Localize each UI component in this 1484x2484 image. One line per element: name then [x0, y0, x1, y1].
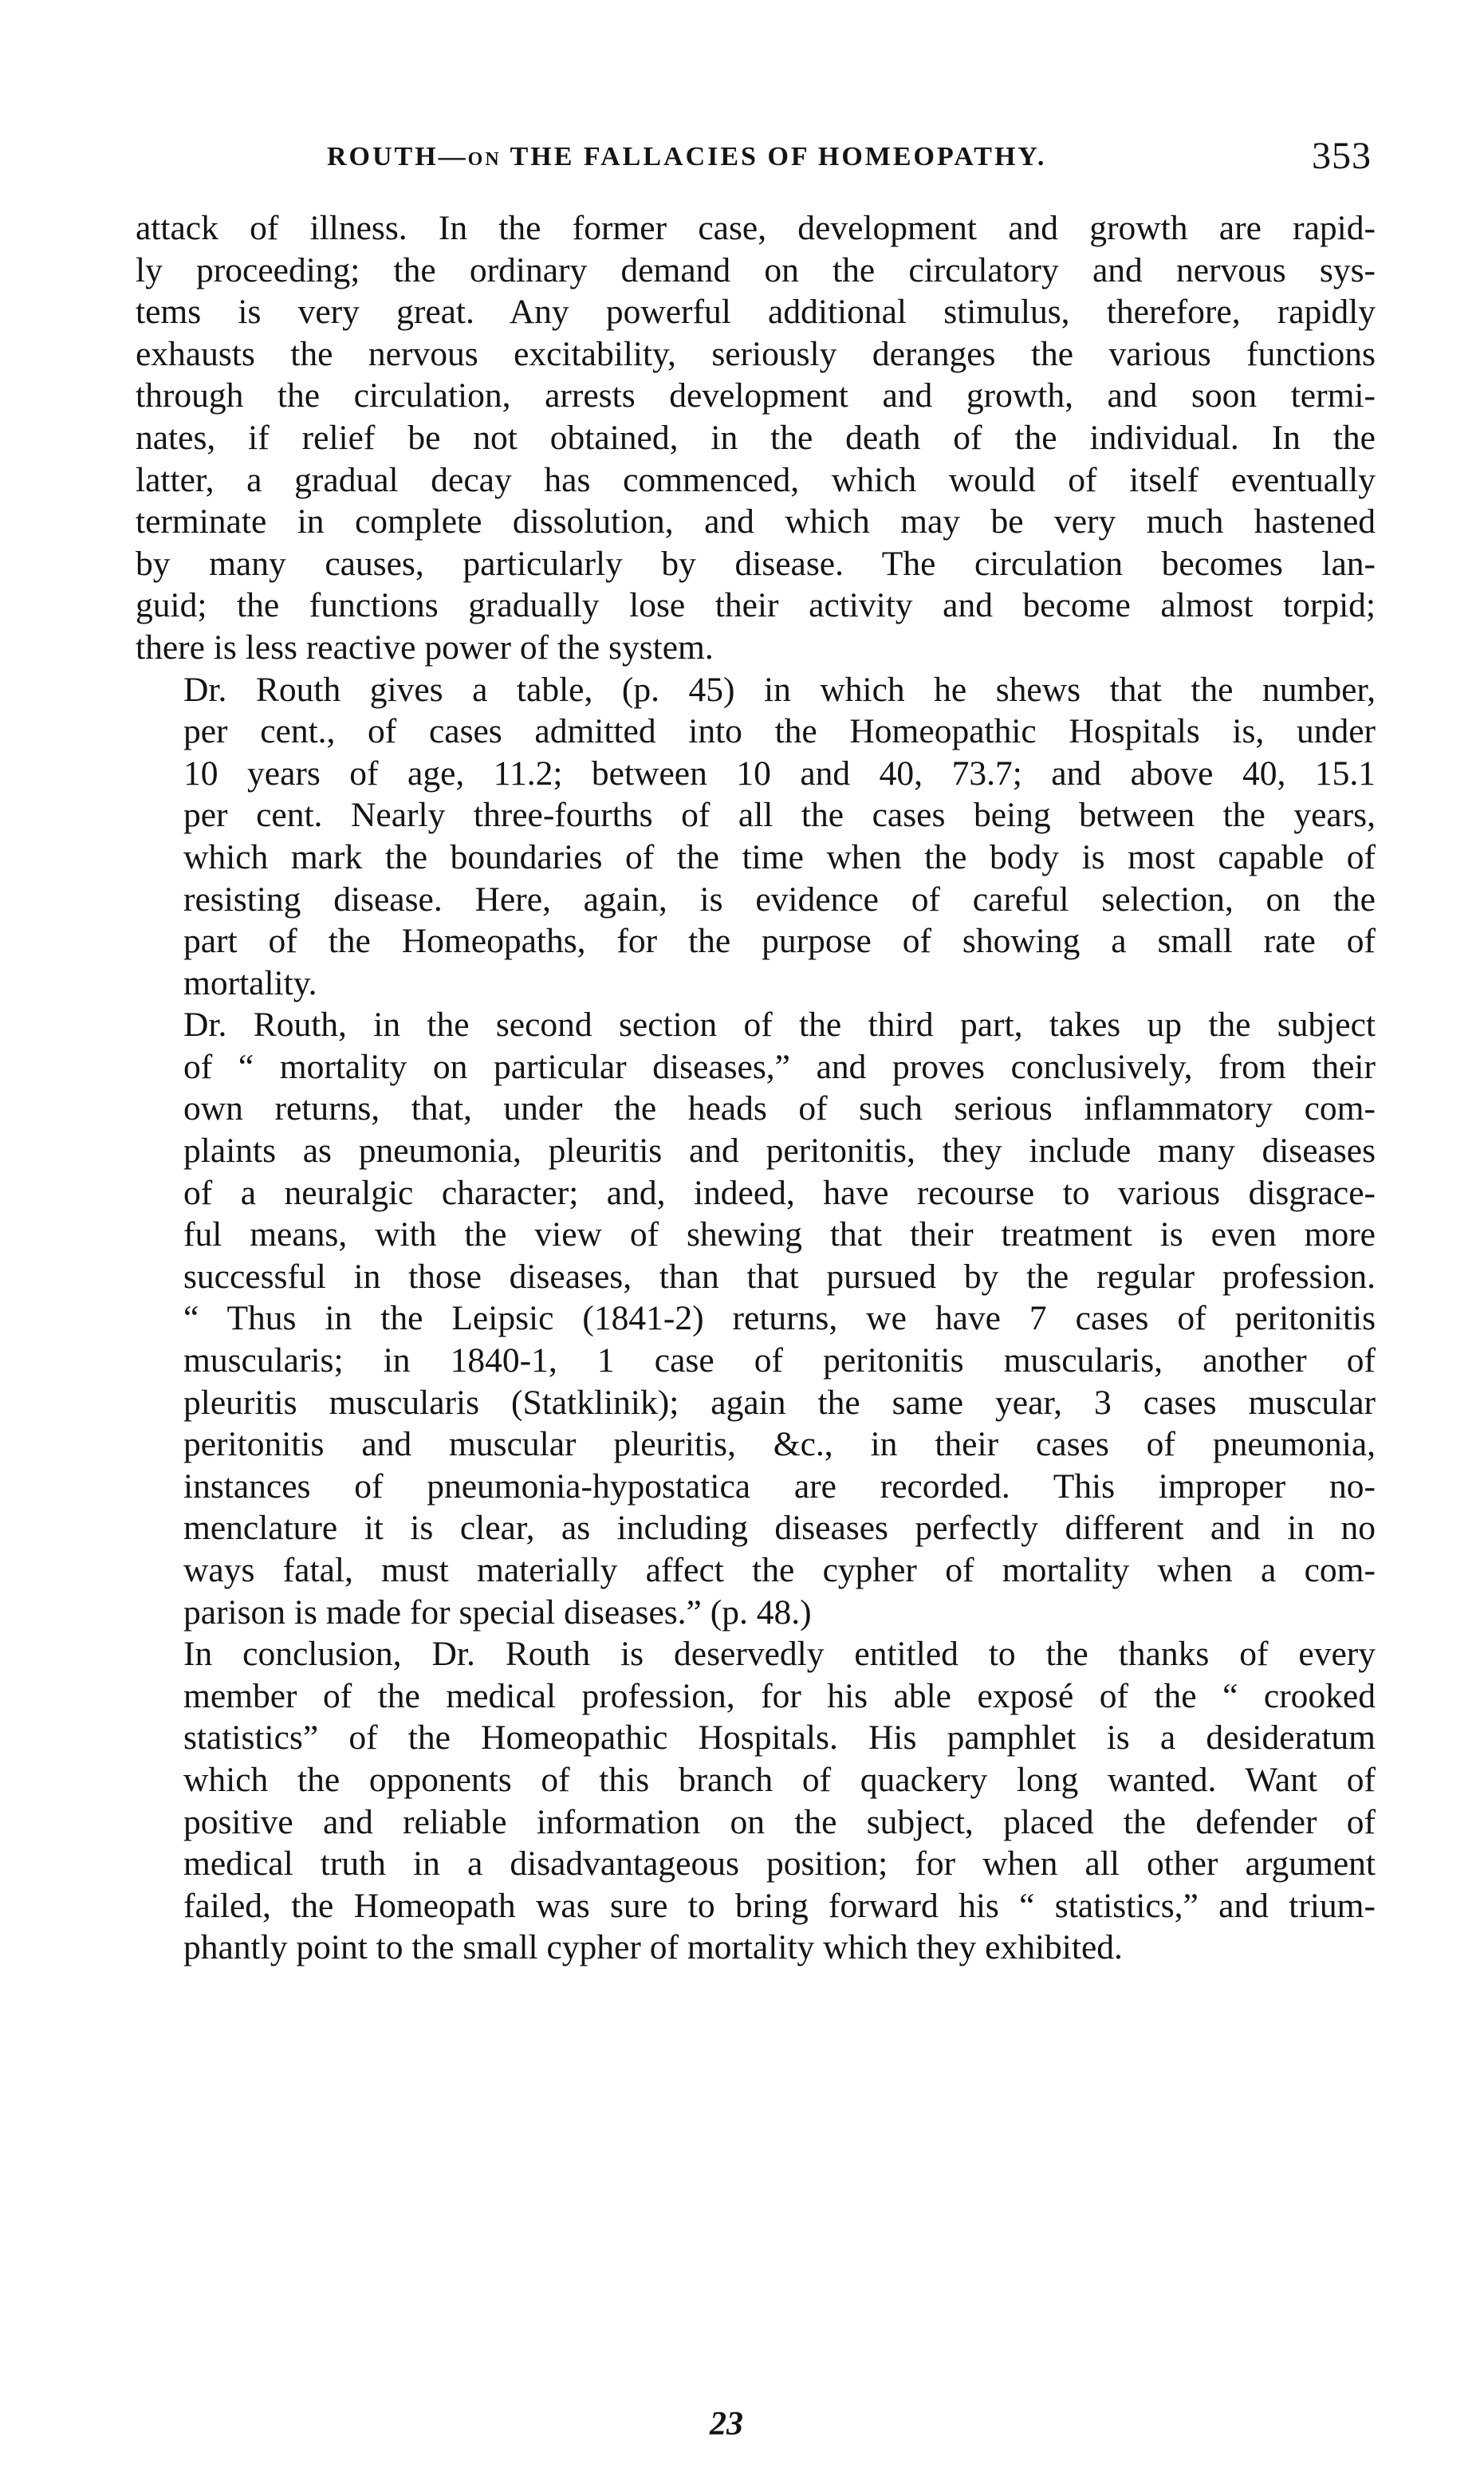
text-line: parison is made for special diseases.” (p. 48.) [183, 1592, 812, 1632]
page-number: 353 [1312, 135, 1372, 177]
text-line: resisting disease. Here, again, is evidence of careful selection, on the [183, 880, 1376, 919]
text-line: guid; the functions gradually lose their activity and become almost torpid; [136, 586, 1376, 625]
text-line: member of the medical profession, for his able exposé of the “ crooked [183, 1676, 1376, 1715]
text-line: latter, a gradual decay has commenced, which would of itself eventually [136, 460, 1376, 499]
text-line: attack of illness. In the former case, development and growth are rapid- [136, 209, 1376, 247]
text-line: plaints as pneumonia, pleuritis and peritonitis, they include many diseases [183, 1132, 1376, 1171]
paragraph [136, 1004, 1376, 1633]
text-line: “ Thus in the Leipsic (1841-2) returns, we have 7 cases of peritonitis [183, 1299, 1376, 1338]
text-line: through the circulation, arrests development and growth, and soon termi- [136, 376, 1376, 415]
text-line: of a neuralgic character; and, indeed, have recourse to various disgrace- [183, 1173, 1376, 1212]
text-line: per cent., of cases admitted into the Homeopathic Hospitals is, under [183, 712, 1376, 751]
paragraph [136, 207, 1376, 669]
text-line: menclature it is clear, as including diseases perfectly different and in no [183, 1509, 1376, 1548]
text-line: nates, if relief be not obtained, in the death of the individual. In the [136, 418, 1376, 457]
running-title: ROUTH—on THE FALLACIES OF HOMEOPATHY. [327, 142, 1047, 171]
text-line: 10 years of age, 11.2; between 10 and 40, 73.7; and above 40, 15.1 [183, 754, 1376, 793]
text-line: statistics” of the Homeopathic Hospitals. His pamphlet is a desideratum [183, 1718, 1376, 1758]
text-line: by many causes, particularly by disease. The circulation becomes lan- [136, 544, 1376, 583]
running-head [136, 128, 1372, 191]
text-line: tems is very great. Any powerful additional stimulus, therefore, rapidly [136, 293, 1376, 332]
paragraph [136, 669, 1376, 1005]
text-line: peritonitis and muscular pleuritis, &c., in their cases of pneumonia, [183, 1425, 1376, 1464]
paragraph [136, 1633, 1376, 1969]
text-line: successful in those diseases, than that pursued by the regular profession. [183, 1257, 1376, 1296]
text-line: Dr. Routh gives a table, (p. 45) in which he shews that the number, [183, 670, 1376, 709]
text-line: ly proceeding; the ordinary demand on the circulatory and nervous sys- [136, 250, 1376, 289]
text-line: ways fatal, must materially affect the cypher of mortality when a com- [183, 1551, 1376, 1589]
text-line: there is less reactive power of the system. [136, 628, 714, 667]
text-line: ful means, with the view of shewing that their treatment is even more [183, 1215, 1376, 1254]
text-line: which the opponents of this branch of quackery long wanted. Want of [183, 1760, 1376, 1799]
body-text [136, 207, 1376, 1969]
text-line: positive and reliable information on the subject, placed the defender of [183, 1802, 1376, 1841]
text-line: medical truth in a disadvantageous position; for when all other argument [183, 1844, 1376, 1884]
text-line: pleuritis muscularis (Statklinik); again the same year, 3 cases muscular [183, 1383, 1376, 1422]
text-line: exhausts the nervous excitability, seriously deranges the various functions [136, 334, 1376, 373]
signature-mark: 23 [710, 2406, 743, 2443]
text-line: In conclusion, Dr. Routh is deservedly entitled to the thanks of every [183, 1635, 1376, 1674]
text-line: of “ mortality on particular diseases,” and proves conclusively, from their [183, 1047, 1376, 1086]
text-line: which mark the boundaries of the time when the body is most capable of [183, 837, 1376, 876]
text-line: phantly point to the small cypher of mortality which they exhibited. [183, 1928, 1123, 1967]
text-line: muscularis; in 1840-1, 1 case of peritonitis muscularis, another of [183, 1341, 1376, 1380]
text-line: per cent. Nearly three-fourths of all the cases being between the years, [183, 796, 1376, 835]
text-line: mortality. [183, 963, 317, 1002]
text-line: own returns, that, under the heads of such serious inflammatory com- [183, 1089, 1376, 1128]
text-line: failed, the Homeopath was sure to bring forward his “ statistics,” and trium- [183, 1886, 1376, 1925]
text-line: part of the Homeopaths, for the purpose of showing a small rate of [183, 922, 1376, 961]
text-line: instances of pneumonia-hypostatica are recorded. This improper no- [183, 1466, 1376, 1506]
text-line: terminate in complete dissolution, and which may be very much hastened [136, 502, 1376, 541]
text-line: Dr. Routh, in the second section of the third part, takes up the subject [183, 1006, 1376, 1045]
